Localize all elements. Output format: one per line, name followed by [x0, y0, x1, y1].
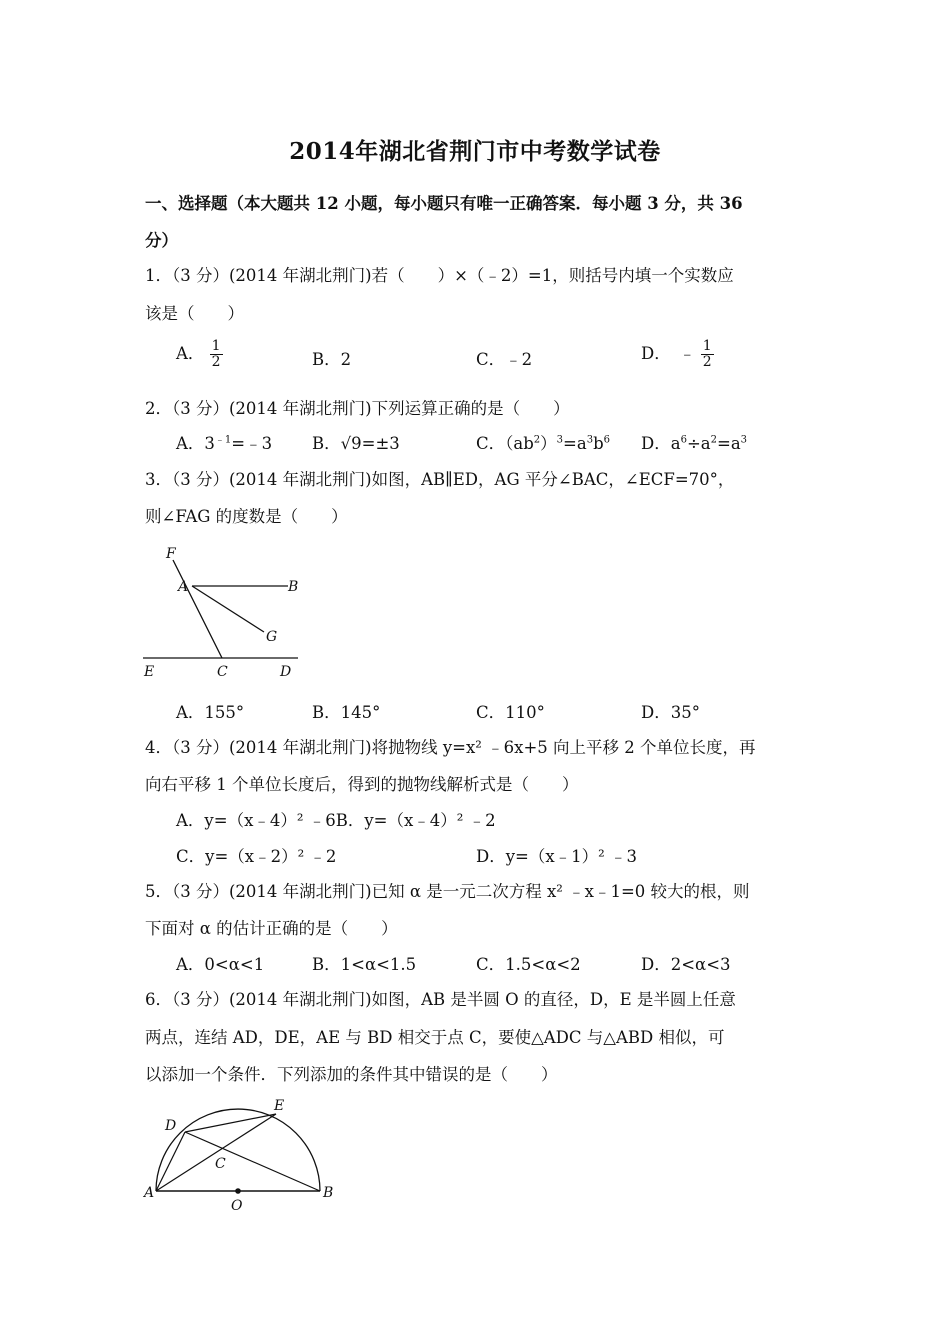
q4-option-c: C．y=（x﹣2）² ﹣2	[176, 847, 337, 866]
label-d: D	[165, 1118, 177, 1134]
q1-option-d: D． ﹣ $\frac{1}{2}$	[641, 338, 712, 370]
q2-text-line1: 2．（3 分）(2014 年湖北荆门)下列运算正确的是（ ）	[145, 399, 570, 418]
label-c: C	[215, 1156, 226, 1172]
fraction: $\frac{1}{2}$	[702, 338, 712, 370]
q3-figure	[140, 540, 310, 685]
q4-option-ab: A．y=（x﹣4）² ﹣6B．y=（x﹣4）² ﹣2	[176, 811, 496, 830]
label-d: D	[280, 664, 292, 680]
q2-option-b: B．√9=±3	[312, 434, 400, 453]
page-title: 2014年湖北省荆门市中考数学试卷	[289, 138, 661, 165]
q6-figure	[140, 1090, 340, 1215]
label-a: A	[144, 1185, 155, 1201]
q3-text-line1: 3．（3 分）(2014 年湖北荆门)如图，AB∥ED，AG 平分∠BAC，∠ECF=70°，	[145, 470, 735, 489]
q6-text-line1: 6．（3 分）(2014 年湖北荆门)如图，AB 是半圆 O 的直径，D，E 是半圆上任意	[145, 990, 736, 1009]
q1-text-line2: 该是（ ）	[145, 304, 244, 323]
label-a: A	[178, 579, 189, 595]
label-e: E	[274, 1098, 285, 1114]
line-ag	[192, 586, 264, 632]
q3-option-d: D．35°	[641, 703, 700, 722]
q4-option-d: D．y=（x﹣1）² ﹣3	[476, 847, 638, 866]
q2-option-d: D．$a^6\div a^2=a^3$	[641, 434, 748, 453]
label-f: F	[166, 546, 176, 562]
q2-option-a: A．$3^{﹣1}=﹣3$	[176, 434, 273, 453]
q5-option-d: D．2<α<3	[641, 955, 731, 974]
q6-text-line2: 两点，连结 AD，DE，AE 与 BD 相交于点 C，要使△ADC 与△ABD 相似，可	[145, 1028, 725, 1047]
section-heading-line2: 分）	[145, 231, 178, 250]
center-point-o	[235, 1188, 241, 1194]
q3-option-a: A．155°	[176, 703, 245, 722]
section-heading-line1: 一、选择题（本大题共 12 小题，每小题只有唯一正确答案．每小题 3 分，共 36	[145, 194, 743, 213]
label-b: B	[323, 1185, 334, 1201]
q5-option-a: A．0<α<1	[176, 955, 265, 974]
q3-option-c: C．110°	[476, 703, 545, 722]
line-fc	[173, 560, 222, 658]
q1-text-line1: 1．（3 分）(2014 年湖北荆门)若（ ）×（﹣2）=1，则括号内填一个实数应	[145, 266, 734, 285]
q1-option-a: A． $\frac{1}{2}$	[176, 338, 221, 370]
q6-text-line3: 以添加一个条件．下列添加的条件其中错误的是（ ）	[145, 1065, 558, 1084]
sqrt-symbol: √	[340, 434, 352, 453]
q1-option-b: B．2	[312, 350, 352, 369]
q1-option-c: C．﹣2	[476, 350, 533, 369]
q4-text-line1: 4．（3 分）(2014 年湖北荆门)将抛物线 y=x² ﹣6x+5 向上平移 2 个单位长度，再	[145, 738, 756, 757]
q4-text-line2: 向右平移 1 个单位长度后，得到的抛物线解析式是（ ）	[145, 775, 579, 794]
fraction: $\frac{1}{2}$	[211, 338, 221, 370]
label-b: B	[288, 579, 299, 595]
q5-option-c: C．1.5<α<2	[476, 955, 581, 974]
label-c: C	[217, 664, 228, 680]
chord-bd	[185, 1132, 320, 1191]
q5-text-line2: 下面对 α 的估计正确的是（ ）	[145, 919, 398, 938]
q5-text-line1: 5．（3 分）(2014 年湖北荆门)已知 α 是一元二次方程 x² ﹣x﹣1=0 较大的根，则	[145, 882, 750, 901]
label-e: E	[144, 664, 155, 680]
q5-option-b: B．1<α<1.5	[312, 955, 417, 974]
q2-option-c: C．$(ab^2)^3=a^3b^6$	[476, 434, 611, 453]
q3-text-line2: 则∠FAG 的度数是（ ）	[145, 507, 348, 526]
label-g: G	[266, 629, 278, 645]
label-o: O	[231, 1198, 243, 1214]
q3-option-b: B．145°	[312, 703, 381, 722]
